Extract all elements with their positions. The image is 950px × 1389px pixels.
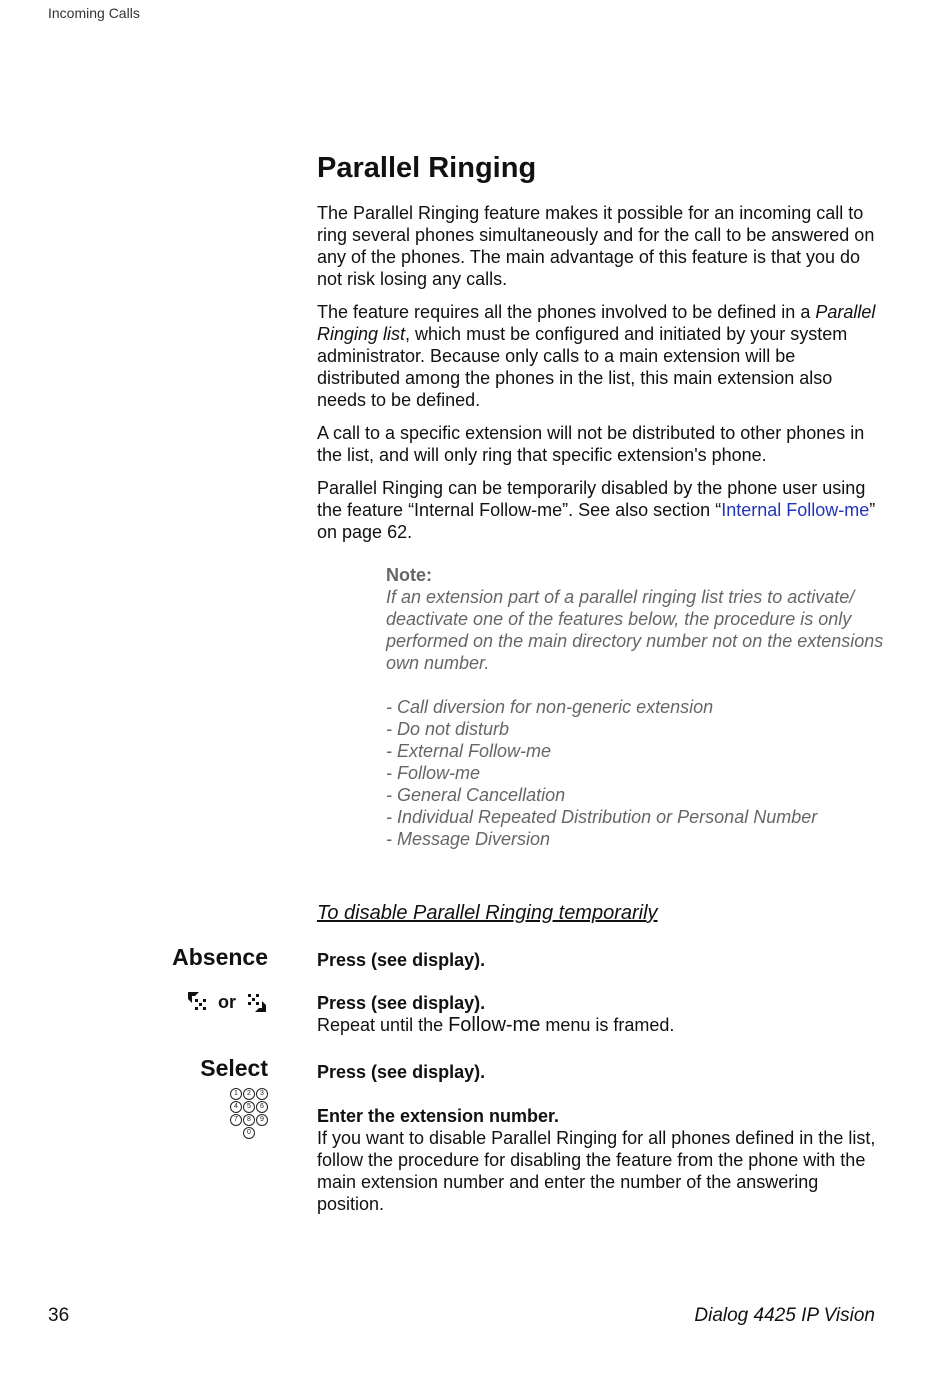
keypad-key: 4 (230, 1101, 242, 1113)
or-label: or (218, 991, 236, 1012)
absence-key-label: Absence (172, 944, 268, 970)
list-item: - External Follow-me (386, 741, 552, 761)
keypad-key: 3 (256, 1088, 268, 1100)
paragraph-requirements: The feature requires all the phones involved to be defined in a Parallel Ringing list, which must be configured and initiated by your system administrator. Because only calls to a main extension will be distributed among the phones in the list, this main extension also needs to be defined. (317, 302, 876, 410)
list-item: - General Cancellation (386, 785, 566, 805)
note-box (386, 564, 886, 850)
note-feature-list (386, 696, 886, 850)
keypad-key: 9 (256, 1114, 268, 1126)
paragraph-intro: The Parallel Ringing feature makes it possible for an incoming call to ring several phones simultaneously and for the call to be answered on any of the phones. The main advantage of this feature is that you do not risk losing any calls. (317, 203, 875, 289)
running-header: Incoming Calls (48, 5, 140, 21)
step-1-text: Press (see display). (317, 950, 486, 970)
keypad-key: 6 (256, 1101, 268, 1113)
arrow-up-left-icon (186, 990, 210, 1014)
internal-follow-me-link[interactable]: Internal Follow-me (721, 500, 870, 520)
parallel-ringing-list-term: Parallel Ringing list (317, 302, 876, 344)
note-text: If an extension part of a parallel ringing list tries to activate/ deactivate one of the features below, the procedure is only performed on the main directory number not on the extensions own number. (386, 587, 884, 673)
navigation-keys (186, 990, 268, 1014)
keypad-key: 7 (230, 1114, 242, 1126)
body-text (317, 202, 882, 554)
keypad-key: 8 (243, 1114, 255, 1126)
keypad-key: 0 (243, 1127, 255, 1139)
arrow-down-right-icon (244, 990, 268, 1014)
note-label: Note: (386, 565, 432, 585)
list-item: - Message Diversion (386, 829, 551, 849)
follow-me-menu-name: Follow-me (448, 1014, 541, 1036)
keypad-key: 1 (230, 1088, 242, 1100)
list-item: - Do not disturb (386, 719, 510, 739)
paragraph-disable: Parallel Ringing can be temporarily disabled by the phone user using the feature “Internal Follow-me”. See also section “Internal Follow-me” on page 62. (317, 478, 876, 542)
list-item: - Follow-me (386, 763, 481, 783)
page-title: Parallel Ringing (317, 152, 537, 184)
list-item: - Call diversion for non-generic extension (386, 697, 714, 717)
keypad-key: 5 (243, 1101, 255, 1113)
paragraph-specific-extension: A call to a specific extension will not be distributed to other phones in the list, and will only ring that specific extension's phone. (317, 423, 865, 465)
select-key-label: Select (200, 1055, 268, 1081)
step-3-text: Press (see display). (317, 1062, 486, 1082)
step-4-detail: If you want to disable Parallel Ringing for all phones defined in the list, follow the procedure for disabling the feature from the phone with the main extension number and enter the number of the answering position. (317, 1128, 876, 1214)
step-2-detail: Repeat until the Follow-me menu is framed. (317, 1014, 675, 1036)
product-name: Dialog 4425 IP Vision (694, 1305, 875, 1326)
step-4-text: Enter the extension number. If you want to disable Parallel Ringing for all phones defined in the list, follow the procedure for disabling the feature from the phone with the main extension number and enter the number of the answering position. (317, 1105, 882, 1215)
page-number: 36 (48, 1305, 70, 1326)
step-2-text: Press (see display). Repeat until the Follow-me menu is framed. (317, 992, 882, 1036)
keypad-icon (230, 1088, 268, 1139)
keypad-key: 2 (243, 1088, 255, 1100)
procedure-heading: To disable Parallel Ringing temporarily (317, 902, 658, 924)
list-item: - Individual Repeated Distribution or Personal Number (386, 807, 818, 827)
